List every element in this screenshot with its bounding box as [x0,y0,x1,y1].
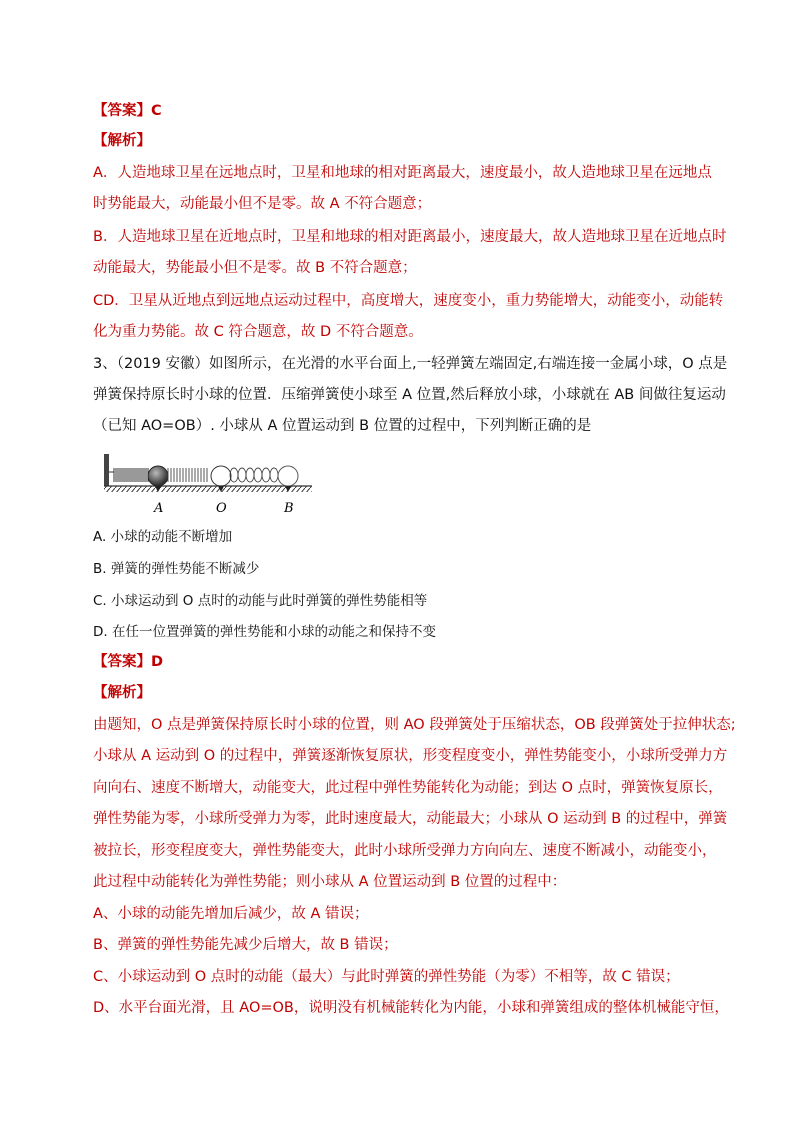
question-stem: 弹簧保持原长时小球的位置．压缩弹簧使小球至 A 位置,然后释放小球，小球就在 AB 间做往复运动 [93,387,726,403]
wall [104,454,109,486]
answer-label: 【答案】C [93,103,162,119]
analysis-line: 动能最大，势能最小但不是零。故 B 不符合题意； [93,260,417,276]
answer-label: 【答案】D [93,654,164,670]
analysis-line: 弹性势能为零，小球所受弹力为零，此时速度最大，动能最大；小球从 O 运动到 B 的过程中，弹簧 [93,811,728,827]
spring-stretched [168,468,278,482]
analysis-line: 向向右、速度不断增大，动能变大，此过程中弹性势能转化为动能；到达 O 点时，弹簧恢复原长， [93,780,723,796]
analysis-line: 小球从 A 运动到 O 的过程中，弹簧逐渐恢复原状，形变程度变小，弹性势能变小，小球所受弹力方 [93,748,728,764]
option-d: D. 在任一位置弹簧的弹性势能和小球的动能之和保持不变 [93,624,436,640]
spring [109,468,148,482]
spring-diagram [100,452,320,518]
analysis-line: B．人造地球卫星在近地点时，卫星和地球的相对距离最小，速度最大，故人造地球卫星在近地点时 [93,229,727,245]
analysis-line: B、弹簧的弹性势能先减少后增大，故 B 错误； [93,937,398,953]
analysis-line: CD．卫星从近地点到远地点运动过程中，高度增大，速度变小，重力势能增大，动能变小，动能转 [93,293,724,309]
analysis-line: A．人造地球卫星在远地点时，卫星和地球的相对距离最大，速度最小，故人造地球卫星在远地点 [93,165,712,181]
label-b: B [284,501,294,516]
label-o: O [216,501,227,516]
analysis-line: D、水平台面光滑，且 AO=OB，说明没有机械能转化为内能，小球和弹簧组成的整体机械能守恒， [93,1000,729,1016]
option-c: C. 小球运动到 O 点时的动能与此时弹簧的弹性势能相等 [93,593,428,609]
option-a: A. 小球的动能不断增加 [93,529,233,545]
ball-at-a [148,466,168,486]
analysis-line: 时势能最大，动能最小但不是零。故 A 不符合题意； [93,196,432,212]
option-b: B. 弹簧的弹性势能不断减少 [93,561,260,577]
analysis-line: 被拉长，形变程度变大，弹性势能变大，此时小球所受弹力方向向左、速度不断减小，动能变小， [93,843,717,859]
label-a: A [154,501,164,516]
analysis-line: A、小球的动能先增加后减少，故 A 错误； [93,906,369,922]
analysis-heading: 【解析】 [93,685,151,701]
analysis-line: 此过程中动能转化为弹性势能；则小球从 A 位置运动到 B 位置的过程中： [93,874,567,890]
analysis-line: 由题知，O 点是弹簧保持原长时小球的位置，则 AO 段弹簧处于压缩状态，OB 段弹簧处于拉伸状态; [93,717,736,733]
analysis-heading: 【解析】 [93,133,151,149]
ball-at-b [278,466,298,486]
analysis-line: C、小球运动到 O 点时的动能（最大）与此时弹簧的弹性势能（为零）不相等，故 C 错误； [93,969,680,985]
ball-at-o [211,466,231,486]
spring-ball-figure [100,452,320,518]
table-surface [104,486,312,492]
question-stem: （已知 AO=OB）. 小球从 A 位置运动到 B 位置的过程中，下列判断正确的是 [93,418,592,434]
analysis-line: 化为重力势能。故 C 符合题意，故 D 不符合题意。 [93,324,423,340]
question-stem: 3、（2019 安徽）如图所示，在光滑的水平台面上,一轻弹簧左端固定,右端连接一金属小球，O 点是 [93,356,728,372]
